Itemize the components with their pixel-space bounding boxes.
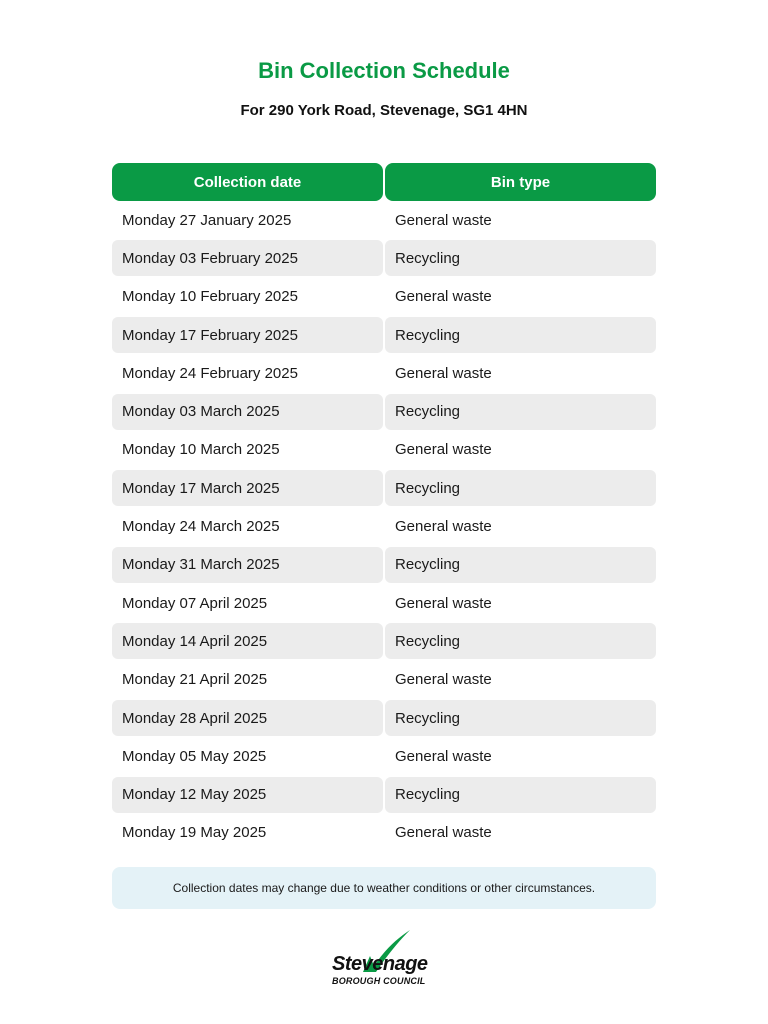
- table-row: [112, 507, 656, 545]
- table-body: [112, 201, 656, 852]
- bin-type-cell: Recycling: [385, 317, 656, 353]
- table-row: [112, 775, 656, 813]
- collection-date-cell: Monday 27 January 2025: [122, 211, 292, 229]
- collection-date-cell: Monday 17 February 2025: [112, 317, 383, 353]
- bin-type-cell: General waste: [395, 441, 492, 459]
- bin-type-cell: General waste: [395, 671, 492, 689]
- bin-type-cell: General waste: [395, 288, 492, 306]
- table-row: [112, 622, 656, 660]
- collection-date-cell: Monday 24 February 2025: [122, 364, 298, 382]
- table-row: [112, 469, 656, 507]
- address-subtitle: For 290 York Road, Stevenage, SG1 4HN: [240, 102, 528, 119]
- collection-date-cell: Monday 05 May 2025: [122, 747, 267, 765]
- table-row: [112, 316, 656, 354]
- collection-date-cell: Monday 10 March 2025: [122, 441, 280, 459]
- table-row: [112, 239, 656, 277]
- bin-type-cell: Recycling: [385, 240, 656, 276]
- table-row: [112, 737, 656, 775]
- table-row: [112, 431, 656, 469]
- column-header-bin-type: Bin type: [385, 163, 656, 201]
- column-header-collection-date: Collection date: [112, 163, 383, 201]
- table-row: [112, 699, 656, 737]
- bin-type-cell: General waste: [395, 824, 492, 842]
- collection-date-cell: Monday 14 April 2025: [112, 623, 383, 659]
- table-row: [112, 354, 656, 392]
- council-logo: [330, 928, 440, 990]
- table-row: [112, 201, 656, 239]
- bin-type-cell: Recycling: [385, 700, 656, 736]
- table-row: [112, 814, 656, 852]
- collection-date-cell: Monday 03 February 2025: [112, 240, 383, 276]
- collection-date-cell: Monday 12 May 2025: [112, 777, 383, 813]
- bin-type-cell: Recycling: [385, 394, 656, 430]
- bin-type-cell: General waste: [395, 594, 492, 612]
- bin-type-cell: General waste: [395, 518, 492, 536]
- bin-type-cell: Recycling: [385, 547, 656, 583]
- notice-banner: [112, 867, 656, 909]
- bin-type-cell: Recycling: [385, 470, 656, 506]
- notice-text: Collection dates may change due to weather conditions or other circumstances.: [172, 881, 596, 895]
- collection-date-cell: Monday 28 April 2025: [112, 700, 383, 736]
- bin-type-cell: General waste: [395, 364, 492, 382]
- logo-subtitle: BOROUGH COUNCIL: [332, 976, 426, 986]
- table-row: [112, 278, 656, 316]
- table-row: [112, 546, 656, 584]
- logo-wordmark: Stevenage: [332, 953, 428, 975]
- table-header: [112, 163, 656, 201]
- table-row: [112, 392, 656, 430]
- collection-date-cell: Monday 24 March 2025: [122, 518, 280, 536]
- bin-type-cell: General waste: [395, 747, 492, 765]
- collection-date-cell: Monday 03 March 2025: [112, 394, 383, 430]
- bin-type-cell: Recycling: [385, 623, 656, 659]
- bin-type-cell: Recycling: [385, 777, 656, 813]
- collection-table: [112, 163, 656, 852]
- collection-date-cell: Monday 07 April 2025: [122, 594, 268, 612]
- collection-date-cell: Monday 17 March 2025: [112, 470, 383, 506]
- bin-type-cell: General waste: [395, 211, 492, 229]
- table-row: [112, 584, 656, 622]
- page-title: Bin Collection Schedule: [258, 58, 510, 83]
- collection-date-cell: Monday 21 April 2025: [122, 671, 268, 689]
- collection-date-cell: Monday 31 March 2025: [112, 547, 383, 583]
- table-row: [112, 661, 656, 699]
- collection-date-cell: Monday 10 February 2025: [122, 288, 298, 306]
- collection-date-cell: Monday 19 May 2025: [122, 824, 267, 842]
